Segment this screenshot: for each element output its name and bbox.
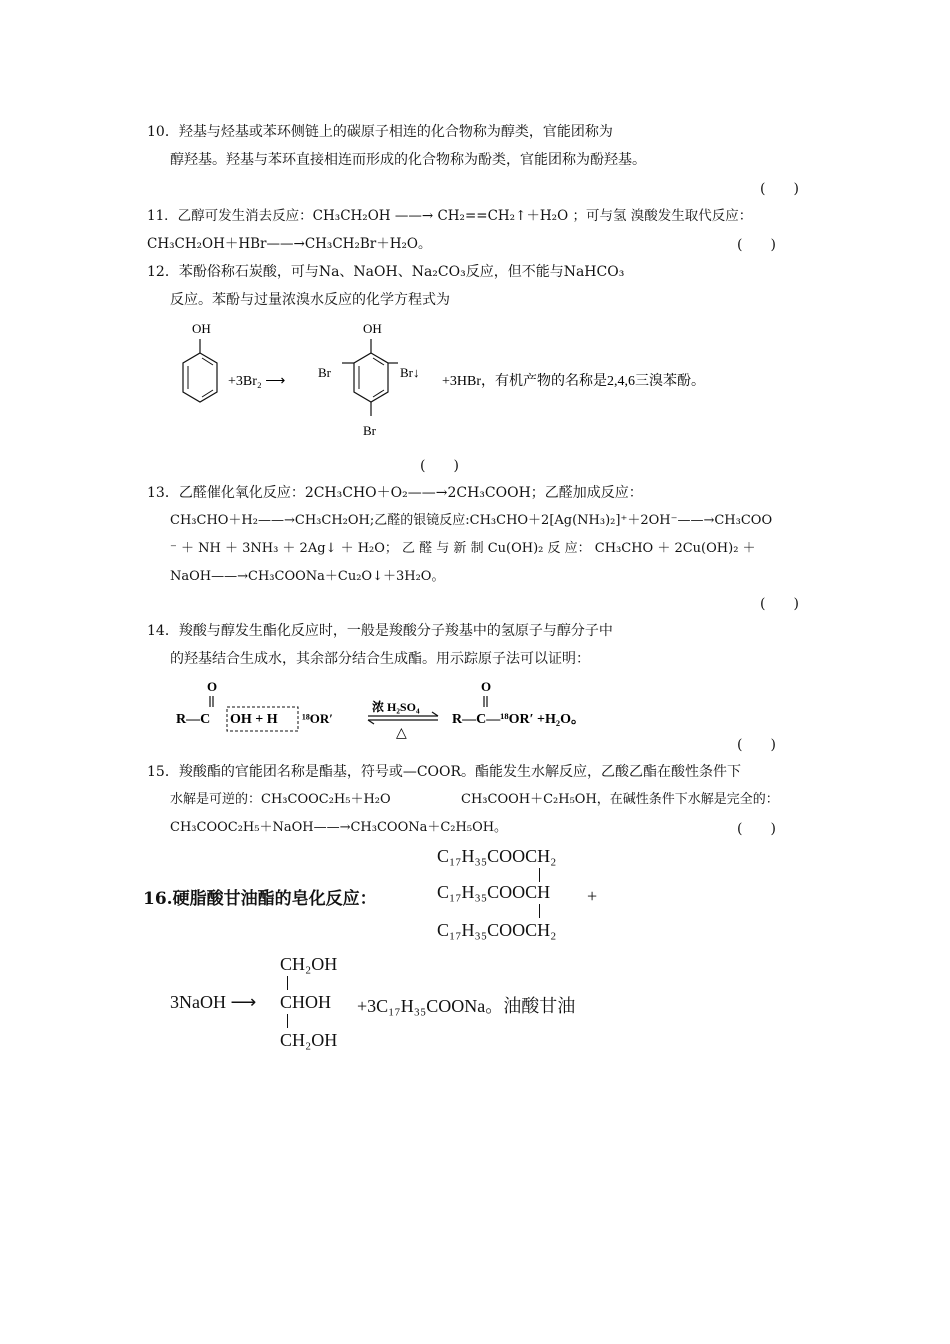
q13-line4: NaOH——→CH₃COONa＋Cu₂O↓＋3H₂O。: [170, 569, 445, 584]
q10-line2: 醇羟基。羟基与苯环直接相连而形成的化合物称为酚类，官能团称为酚羟基。: [170, 152, 646, 168]
q11-line1: 11．乙醇可发生消去反应：CH₃CH₂OH ——→ CH₂==CH₂↑＋H₂O ；可与氢 溴酸发生取代反应：: [147, 208, 753, 224]
q15-line3: CH₃COOC₂H₅＋NaOH——→CH₃COONa＋C₂H₅OH。: [170, 820, 508, 835]
product-oh-label: OH: [363, 321, 382, 336]
q14-answer-bracket: ( ): [737, 737, 776, 753]
q15-line2-right: CH₃COOH＋C₂H₅OH，在碱性条件下水解是完全的：: [461, 792, 779, 807]
bromine-bottom-label: Br: [363, 423, 376, 438]
bond-line: [539, 904, 540, 918]
glycerol-row-1: CH₂OH: [280, 954, 338, 974]
q15-answer-bracket: ( ): [737, 821, 776, 837]
bond-line: [287, 976, 288, 990]
esterification-equation: [170, 673, 640, 743]
bond-line: [539, 868, 540, 882]
q15-line1: 15．羧酸酯的官能团名称是酯基，符号或—COOR。酯能发生水解反应，乙酸乙酯在酸性条件下: [147, 764, 742, 780]
carbonyl-oxygen-label: O: [207, 679, 218, 694]
hydroxyl-hydrogen: OH + H: [230, 712, 278, 727]
q13-line3: ⁻ ＋ NH ＋ 3NH₃ ＋ 2Ag↓ ＋ H₂O； 乙 醛 与 新 制 Cu(OH)₂ 反 应： CH₃CHO ＋ 2Cu(OH)₂ ＋: [170, 541, 756, 556]
q16-equation-tail: +3C₁₇H₃₅COONa。油酸甘油: [357, 996, 576, 1016]
q12-line2: 反应。苯酚与过量浓溴水反应的化学方程式为: [170, 292, 450, 308]
q12-equation-tail: +3HBr，有机产物的名称是2,4,6三溴苯酚。: [442, 374, 706, 389]
glycerol-row-3: CH₂OH: [280, 1030, 338, 1050]
q10-line1: 10．羟基与烃基或苯环侧链上的碳原子相连的化合物称为醇类，官能团称为: [147, 124, 613, 140]
glycerol-row-2: CHOH: [280, 992, 332, 1012]
heat-symbol: △: [396, 726, 407, 741]
q11-line2: CH₃CH₂OH＋HBr——→CH₃CH₂Br＋H₂O。: [147, 236, 432, 252]
q11-answer-bracket: ( ): [737, 237, 776, 253]
phenol-oh-label: OH: [192, 321, 211, 336]
q14-line2: 的羟基结合生成水，其余部分结合生成酯。用示踪原子法可以证明：: [170, 651, 590, 667]
q12-answer-bracket: ( ): [420, 458, 459, 474]
phenol-bromination-equation: [170, 315, 810, 445]
stearin-row-3: C₁₇H₃₅COOCH₂: [437, 920, 557, 940]
bromine-reagent: +3Br₂ ⟶: [228, 374, 286, 389]
q15-line2-left: 水解是可逆的：CH₃COOC₂H₅＋H₂O: [170, 792, 391, 807]
q16-label: 16.硬脂酸甘油酯的皂化反应：: [143, 889, 377, 909]
acid-r-group: R—C: [176, 712, 211, 727]
catalyst-label: 浓 H₂SO₄: [372, 700, 420, 714]
stearin-row-1: C₁₇H₃₅COOCH₂: [437, 846, 557, 866]
labeled-alkoxy-group: ¹⁸OR′: [302, 711, 333, 726]
plus-sign: +: [587, 886, 598, 906]
ester-oxygen-label: O: [481, 679, 492, 694]
stearin-row-2: C₁₇H₃₅COOCH: [437, 882, 551, 902]
bromine-left-label: Br: [318, 365, 331, 380]
bromine-right-label: Br↓: [400, 365, 420, 380]
q12-line1: 12．苯酚俗称石炭酸，可与Na、NaOH、Na₂CO₃反应，但不能与NaHCO₃: [147, 264, 625, 280]
q13-line1: 13．乙醛催化氧化反应：2CH₃CHO＋O₂——→2CH₃COOH；乙醛加成反应：: [147, 485, 643, 501]
q13-line2: CH₃CHO＋H₂——→CH₃CH₂OH;乙醛的银镜反应:CH₃CHO＋2[Ag(NH₃)₂]⁺＋2OH⁻——→CH₃COO: [170, 513, 773, 528]
q10-answer-bracket: ( ): [760, 181, 799, 197]
naoh-reagent: 3NaOH ⟶: [170, 992, 257, 1012]
q13-answer-bracket: ( ): [760, 596, 799, 612]
bond-line: [287, 1014, 288, 1028]
q14-line1: 14．羧酸与醇发生酯化反应时，一般是羧酸分子羧基中的氢原子与醇分子中: [147, 623, 613, 639]
ester-product: R—C—¹⁸OR′ +H₂O。: [452, 712, 586, 727]
